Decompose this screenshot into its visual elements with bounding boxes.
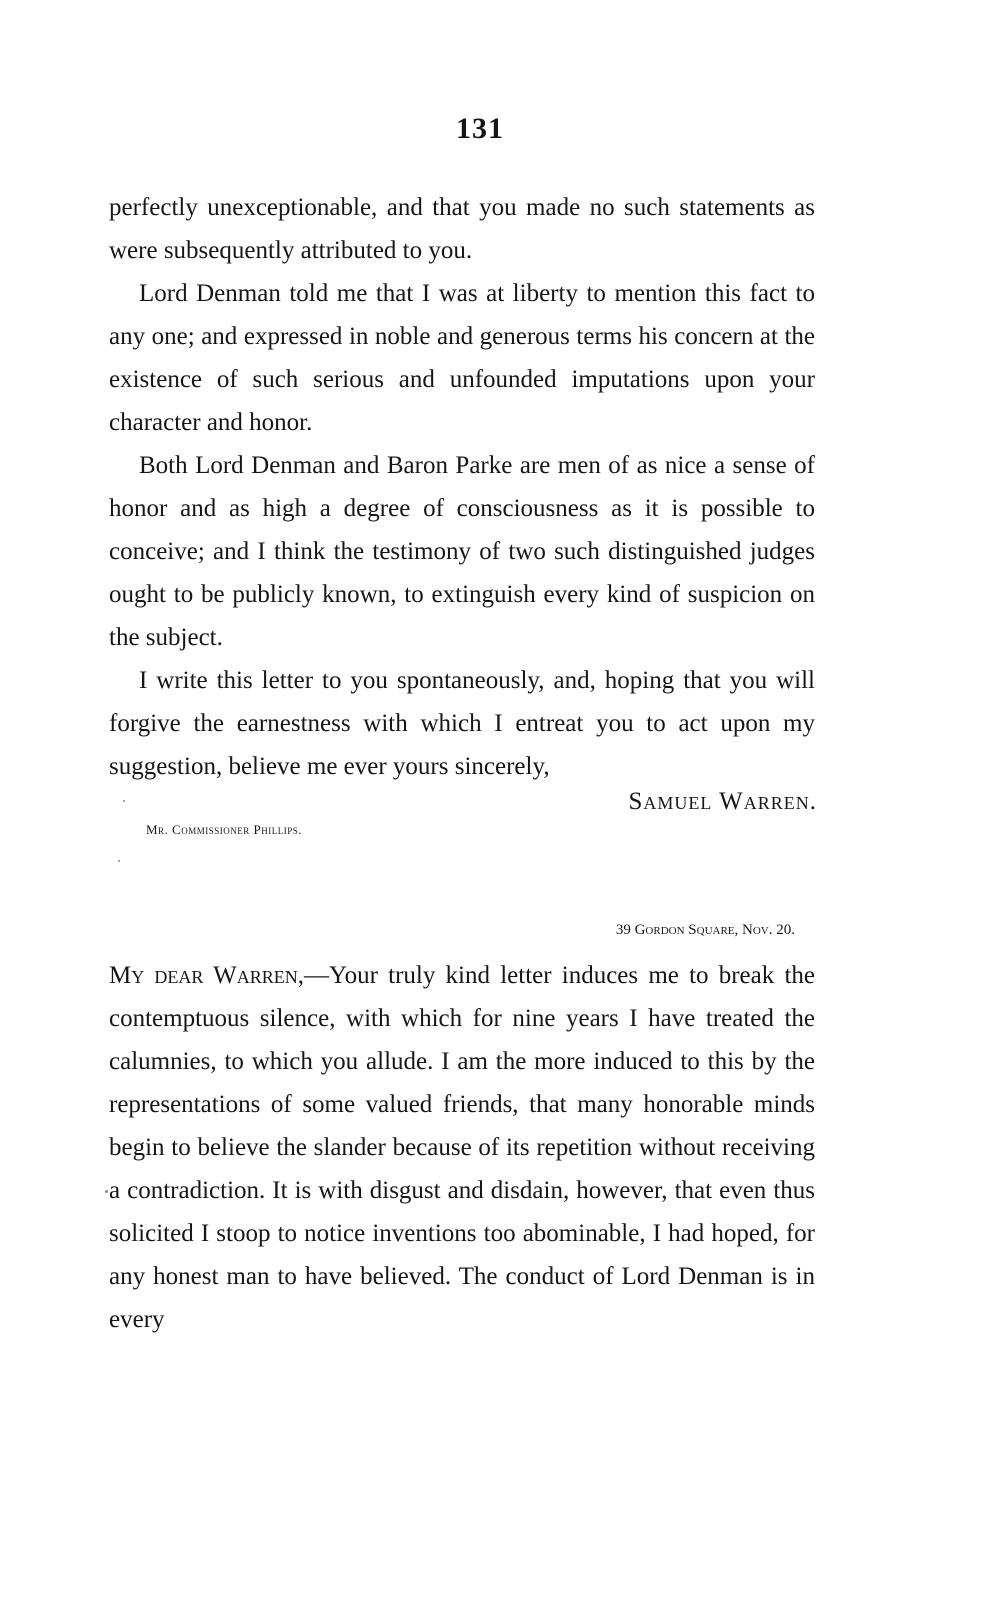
page-number: 131 [456, 112, 504, 145]
paper-speck [123, 800, 125, 802]
paper-speck [105, 1190, 108, 1193]
paragraph: Lord Denman told me that I was at liberty to mention this fact to any one; and expressed in noble and generous terms his concern at the existence of such serious and unfounded imputations upon your character and honor. [109, 280, 815, 436]
reply-letter [109, 954, 815, 1341]
paper-speck [118, 860, 120, 862]
paragraph: perfectly unexceptionable, and that you made no such statements as were subsequently attributed to you. [109, 194, 815, 264]
paragraph: I write this letter to you spontaneously, and, hoping that you will forgive the earnestness with which I entreat you to act upon my suggestion, believe me ever yours sincerely, [109, 667, 815, 780]
reply-body: —Your truly kind letter induces me to break the contemptuous silence, with which for nine years I have treated the calumnies, to which you allude. I am the more induced to this by the representations of some valued friends, that many honorable minds begin to believe the slander because of its repetition without receiving a contradiction. It is with disgust and disdain, however, that even thus solicited I stoop to notice inventions too abominable, I had hoped, for any honest man to have believed. The conduct of Lord Denman is in every [109, 962, 815, 1333]
addressee: Mr. Commissioner Phillips. [146, 822, 302, 837]
signature: Samuel Warren. [628, 788, 817, 815]
dateline: 39 Gordon Square, Nov. 20. [615, 922, 795, 938]
letter-body-top [109, 186, 815, 788]
reply-paragraph [109, 954, 815, 1341]
paragraph: Both Lord Denman and Baron Parke are men of as nice a sense of honor and as high a degree of consciousness as it is possible to conceive; and I think the testimony of two such distinguished judges ought to be publicly known, to extinguish every kind of suspicion on the subject. [109, 452, 815, 651]
salutation: My dear Warren, [109, 962, 305, 989]
